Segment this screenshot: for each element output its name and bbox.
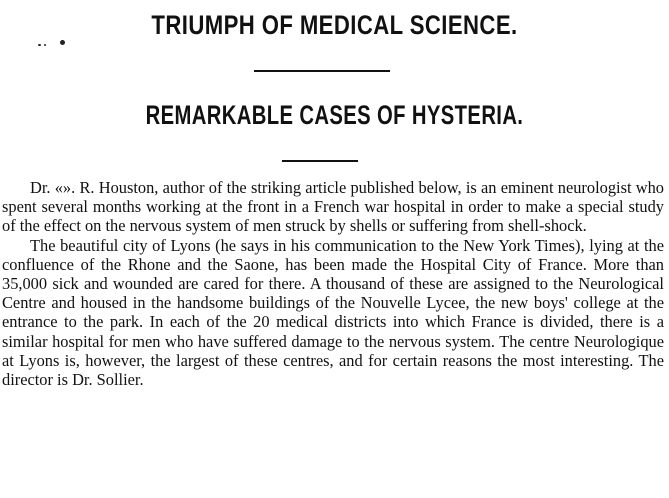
subheadline: REMARKABLE CASES OF HYSTERIA. [145,100,524,130]
article-paragraph-intro: Dr. «». R. Houston, author of the striking article published below, is an eminent neurologist who spent several months working at the front in a French war hospital in order to make a special study of the effect on the nervous system of men struck by shells or suffering from shell-shock. [2,178,664,236]
subheadline-divider [282,160,358,162]
print-speck [44,44,46,46]
article-body [2,178,664,389]
print-speck [38,44,41,46]
headline: TRIUMPH OF MEDICAL SCIENCE. [151,10,518,40]
headline-divider [254,70,390,72]
article-paragraph-lyons: The beautiful city of Lyons (he says in his communication to the New York Times), lying at the confluence of the Rhone and the Saone, has been made the Hospital City of France. More than 35,000 sick and wounded are cared for there. A thousand of these are assigned to the Neurological Centre and housed in the handsome buildings of the Nouvelle Lycee, the new boys' college at the entrance to the park. In each of the 20 medical districts into which France is divided, there is a similar hospital for men who have suffered damage to the nervous system. The centre Neurologique at Lyons is, however, the largest of these centres, and for certain reasons the most interesting. The director is Dr. Sollier. [2,235,664,390]
